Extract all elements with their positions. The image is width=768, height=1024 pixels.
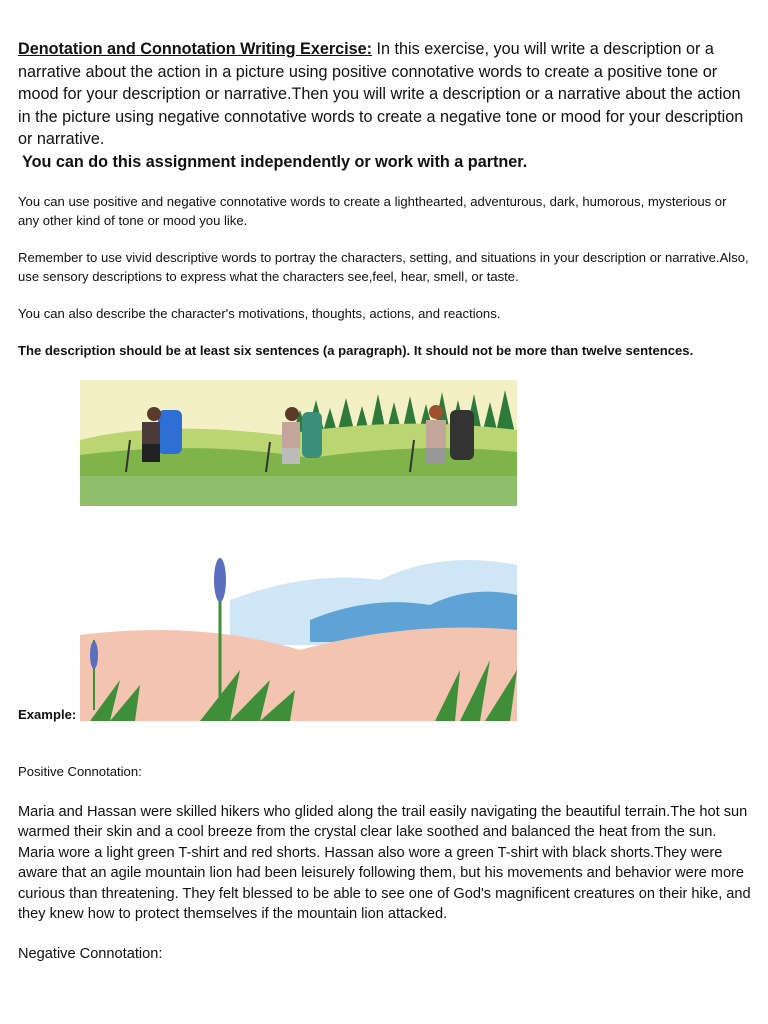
intro-text: In this exercise, you will write a description or a narrative about the action in a picture using positive connotative words to create a positive tone or mood for your description or narrative.Then you will write a description or a narrative about the action in the picture using negative connotative words to create a negative tone or mood for your description or narrative. <box>18 40 744 148</box>
positive-connotation-text: Maria and Hassan were skilled hikers who glided along the trail easily navigating the beautiful terrain.The hot sun warmed their skin and a cool breeze from the crystal clear lake soothed and balanced the heat from the sun. Maria wore a light green T-shirt and red shorts. Hassan also wore a green T-shirt with black shorts.They were aware that an agile mountain lion had been leisurely following them, but his movements and behavior were more curious than threatening. They felt blessed to be able to see one of God's magnificent creatures on their hike, and they knew how to protect themselves if the mountain lion attacked. <box>18 804 751 923</box>
instruction-vivid: Remember to use vivid descriptive words to portray the characters, setting, and situations in your description or narrative.Also, use sensory descriptions to express what the characters see,feel, hear, smell, or taste. <box>18 249 749 284</box>
positive-connotation-label: Positive Connotation: <box>18 764 142 779</box>
document-body <box>18 38 750 360</box>
negative-connotation-label: Negative Connotation: <box>18 946 163 962</box>
hill-reflection <box>80 476 517 506</box>
partner-note: You can do this assignment independently or work with a partner. <box>22 152 528 171</box>
hikers-illustration <box>80 380 517 721</box>
instruction-describe: You can also describe the character's motivations, thoughts, actions, and reactions. <box>18 305 501 321</box>
example-label: Example: <box>18 707 77 722</box>
intro-paragraph <box>18 38 750 151</box>
example-figure-row <box>18 380 538 721</box>
instruction-tone: You can use positive and negative connotative words to create a lighthearted, adventurous, dark, humorous, mysterious or any other kind of tone or mood you like. <box>18 193 727 228</box>
instruction-length: The description should be at least six sentences (a paragraph). It should not be more than twelve sentences. <box>18 342 694 358</box>
exercise-title: Denotation and Connotation Writing Exercise: <box>18 40 373 58</box>
